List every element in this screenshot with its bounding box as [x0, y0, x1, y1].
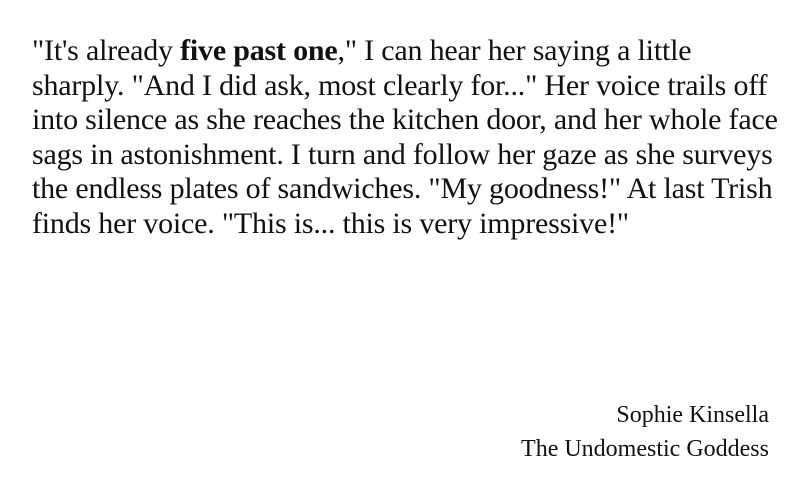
quote-text-start: "It's already: [32, 34, 181, 67]
author-name: Sophie Kinsella: [616, 402, 769, 428]
quote-emphasis: five past one: [180, 34, 338, 67]
quote-text-rest: ," I can hear her saying a little sharply. "And I did ask, most clearly for..." Her voice trails off into silence as she reaches the kitchen door, and her whole face sags in astonishment. I turn and follow her gaze as she surveys the endless plates of sandwiches. "My goodness!" At last Trish finds her voice. "This is... this is very impressive!": [32, 34, 778, 240]
quote-text: [32, 34, 784, 241]
book-title: The Undomestic Goddess: [521, 436, 769, 462]
attribution: [521, 398, 769, 466]
